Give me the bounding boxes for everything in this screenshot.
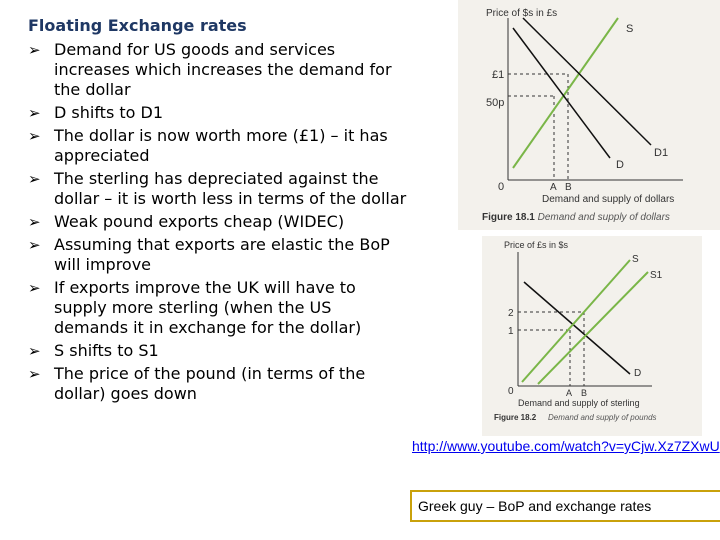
figure-dollars-diagram <box>458 0 720 230</box>
figure-dollars <box>458 0 720 230</box>
figure2-demand-curve <box>524 282 630 374</box>
arrow-bullet-icon: ➢ <box>28 279 41 297</box>
bullet-item <box>28 212 408 232</box>
figure2-caption-number: Figure 18.2 <box>494 413 537 422</box>
figure2-x-tick: B <box>581 388 588 398</box>
arrow-bullet-icon: ➢ <box>28 127 41 145</box>
figure2-axis-label: Price of £s in $s <box>504 240 569 250</box>
figure1-caption-number: Figure 18.1 <box>482 212 535 223</box>
figure-sterling-diagram <box>482 236 702 436</box>
figure1-axis-label: Price of $s in £s <box>486 8 558 19</box>
arrow-bullet-icon: ➢ <box>28 41 41 59</box>
figure2-y-tick: 2 <box>508 308 514 319</box>
youtube-link-box <box>412 436 720 488</box>
video-note: Greek guy – BoP and exchange rates <box>410 490 720 522</box>
figure2-supply-curve <box>522 260 630 382</box>
figure1-x-tick: A <box>550 182 557 193</box>
figure1-y-tick: 50p <box>486 97 505 109</box>
bullet-item <box>28 235 408 275</box>
figure2-x-label: Demand and supply of sterling <box>518 398 640 408</box>
bullet-list <box>28 40 408 407</box>
arrow-bullet-icon: ➢ <box>28 104 41 122</box>
figure1-demand-label: D <box>616 159 624 171</box>
bullet-text: The dollar is now worth more (£1) – it has appreciated <box>54 126 388 165</box>
arrow-bullet-icon: ➢ <box>28 236 41 254</box>
arrow-bullet-icon: ➢ <box>28 213 41 231</box>
figure1-x-tick: B <box>565 182 572 193</box>
figure2-caption-text: Demand and supply of pounds <box>548 413 657 422</box>
bullet-item <box>28 40 408 100</box>
bullet-text: Demand for US goods and services increases which increases the demand for the dollar <box>54 40 392 99</box>
bullet-text: D shifts to D1 <box>54 103 164 122</box>
figure1-y-tick: £1 <box>492 69 505 81</box>
figure2-y-tick: 1 <box>508 326 514 337</box>
bullet-text: If exports improve the UK will have to supply more sterling (when the US demands it in exchange for the dollar) <box>54 278 362 337</box>
figure1-demand-curve <box>513 28 610 158</box>
bullet-item <box>28 126 408 166</box>
figure2-supply-shifted-label: S1 <box>650 270 663 281</box>
bullet-item <box>28 278 408 338</box>
bullet-text: Weak pound exports cheap (WIDEC) <box>54 212 345 231</box>
bullet-item <box>28 103 408 123</box>
youtube-link[interactable]: http://www.youtube.com/watch?v=yCjw.Xz7ZXwU <box>412 438 720 454</box>
figure1-supply-label: S <box>626 23 634 35</box>
figure1-origin: 0 <box>498 181 505 193</box>
figure2-demand-label: D <box>634 368 642 379</box>
figure-sterling <box>482 236 702 436</box>
slide-title: Floating Exchange rates <box>28 16 247 35</box>
figure2-origin: 0 <box>508 386 514 397</box>
figure1-caption-text: Demand and supply of dollars <box>537 212 670 223</box>
figure1-demand-shifted-label: D1 <box>654 147 669 159</box>
bullet-text: S shifts to S1 <box>54 341 159 360</box>
figure2-x-tick: A <box>566 388 573 398</box>
arrow-bullet-icon: ➢ <box>28 342 41 360</box>
bullet-text: The price of the pound (in terms of the dollar) goes down <box>54 364 366 403</box>
figure2-supply-shifted-curve <box>538 272 648 384</box>
figure1-supply-curve <box>513 18 618 168</box>
bullet-text: Assuming that exports are elastic the BoP will improve <box>54 235 390 274</box>
arrow-bullet-icon: ➢ <box>28 365 41 383</box>
bullet-item <box>28 341 408 361</box>
arrow-bullet-icon: ➢ <box>28 170 41 188</box>
bullet-item <box>28 364 408 404</box>
figure2-supply-label: S <box>632 254 639 265</box>
bullet-item <box>28 169 408 209</box>
figure1-caption <box>482 212 670 223</box>
bullet-text: The sterling has depreciated against the dollar – it is worth less in terms of the dollar <box>54 169 407 208</box>
figure1-x-label: Demand and supply of dollars <box>542 194 675 205</box>
